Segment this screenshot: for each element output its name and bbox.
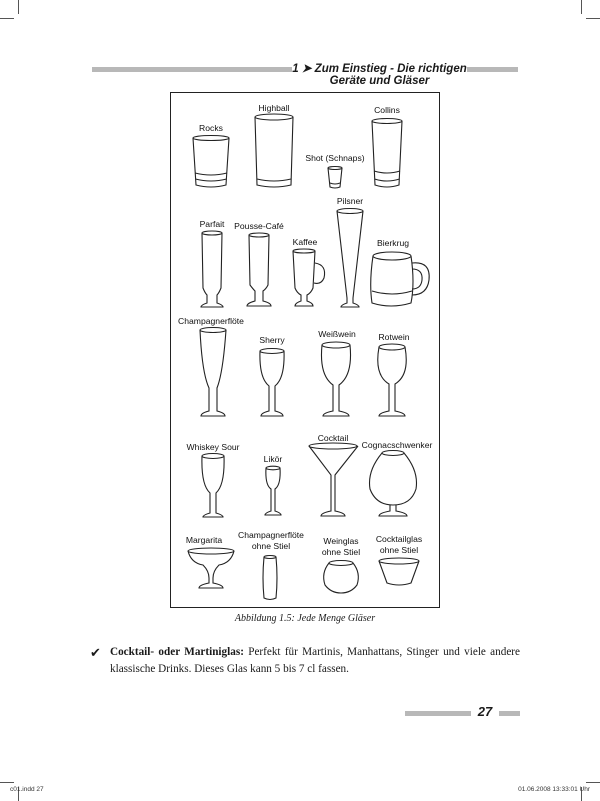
label-sherry: Sherry — [259, 335, 285, 345]
running-header — [92, 62, 518, 87]
white-wine-glass-icon — [321, 342, 350, 416]
label-highball: Highball — [258, 103, 290, 113]
figure-caption: Abbildung 1.5: Jede Menge Gläser — [234, 613, 376, 624]
bullet-text — [110, 644, 520, 678]
label-pousse-cafe: Pousse-Café — [234, 221, 284, 231]
margarita-glass-icon — [188, 548, 234, 588]
crop-mark — [0, 18, 14, 19]
header-bar-right — [467, 67, 518, 72]
footer-bar-right — [499, 711, 520, 716]
label-weisswein: Weißwein — [318, 329, 356, 339]
crop-mark — [18, 0, 19, 14]
label-collins: Collins — [374, 105, 400, 115]
label-floete-ohne-2: ohne Stiel — [251, 541, 291, 551]
coffee-glass-icon — [293, 249, 325, 306]
shot-glass-icon — [328, 167, 342, 189]
label-shot: Shot (Schnaps) — [305, 153, 365, 163]
stemless-cocktail-glass-icon — [379, 558, 419, 585]
stemless-wine-glass-icon — [324, 561, 359, 594]
red-wine-glass-icon — [378, 344, 407, 416]
beer-mug-icon — [371, 252, 429, 306]
sherry-glass-icon — [260, 349, 284, 417]
pousse-cafe-glass-icon — [247, 233, 271, 306]
label-cocktailglas-1: Cocktailglas — [375, 534, 423, 544]
highball-glass-icon — [255, 114, 293, 187]
liqueur-glass-icon — [265, 466, 281, 515]
label-bierkrug: Bierkrug — [377, 238, 409, 248]
crop-mark — [586, 18, 600, 19]
bullet-item — [90, 644, 520, 678]
cognac-snifter-icon — [370, 451, 417, 517]
champagne-flute-icon — [200, 328, 226, 417]
label-floete-ohne-1: Champagnerflöte — [238, 530, 304, 540]
footer-bar-left — [405, 711, 471, 716]
label-champagnerfloete: Champagnerflöte — [178, 316, 244, 326]
slug-filename: c01.indd 27 — [10, 786, 44, 793]
label-rotwein: Rotwein — [378, 332, 410, 342]
page-footer — [405, 705, 520, 721]
pilsner-glass-icon — [337, 209, 363, 308]
page-number: 27 — [477, 704, 493, 719]
label-pilsner: Pilsner — [336, 196, 364, 206]
label-cocktail: Cocktail — [317, 433, 349, 443]
whiskey-sour-glass-icon — [202, 454, 224, 518]
crop-mark — [586, 782, 600, 783]
crop-mark — [0, 782, 14, 783]
label-parfait: Parfait — [199, 219, 225, 229]
label-kaffee: Kaffee — [292, 237, 318, 247]
header-title: 1 ➤ Zum Einstieg - Die richtigen Geräte und Gläser — [292, 63, 467, 87]
label-margarita: Margarita — [185, 535, 223, 545]
bullet-body: Perfekt für Martinis, Manhattans, Stinger und viele andere klassische Drinks. Dieses Glas kann 5 bis 7 cl fassen. — [110, 646, 520, 675]
header-bar-left — [92, 67, 292, 72]
label-cocktailglas-2: ohne Stiel — [379, 545, 419, 555]
collins-glass-icon — [372, 119, 402, 188]
bullet-title: Cocktail- oder Martiniglas: — [110, 646, 244, 658]
label-weinglas-2: ohne Stiel — [321, 547, 361, 557]
parfait-glass-icon — [201, 231, 223, 307]
cocktail-glass-icon — [309, 443, 358, 516]
rocks-glass-icon — [193, 136, 229, 188]
glasses-figure — [170, 92, 440, 608]
crop-mark — [581, 0, 582, 14]
stemless-flute-icon — [263, 556, 277, 600]
label-cognac: Cognacschwenker — [361, 440, 433, 450]
label-whiskey-sour: Whiskey Sour — [186, 442, 240, 452]
slug-timestamp: 01.06.2008 13:33:01 Uhr — [518, 786, 590, 793]
label-likoer: Likör — [263, 454, 283, 464]
glasses-illustration — [171, 93, 441, 609]
label-weinglas-1: Weinglas — [323, 536, 359, 546]
label-rocks: Rocks — [199, 123, 223, 133]
checkmark-icon: ✔ — [90, 645, 101, 660]
